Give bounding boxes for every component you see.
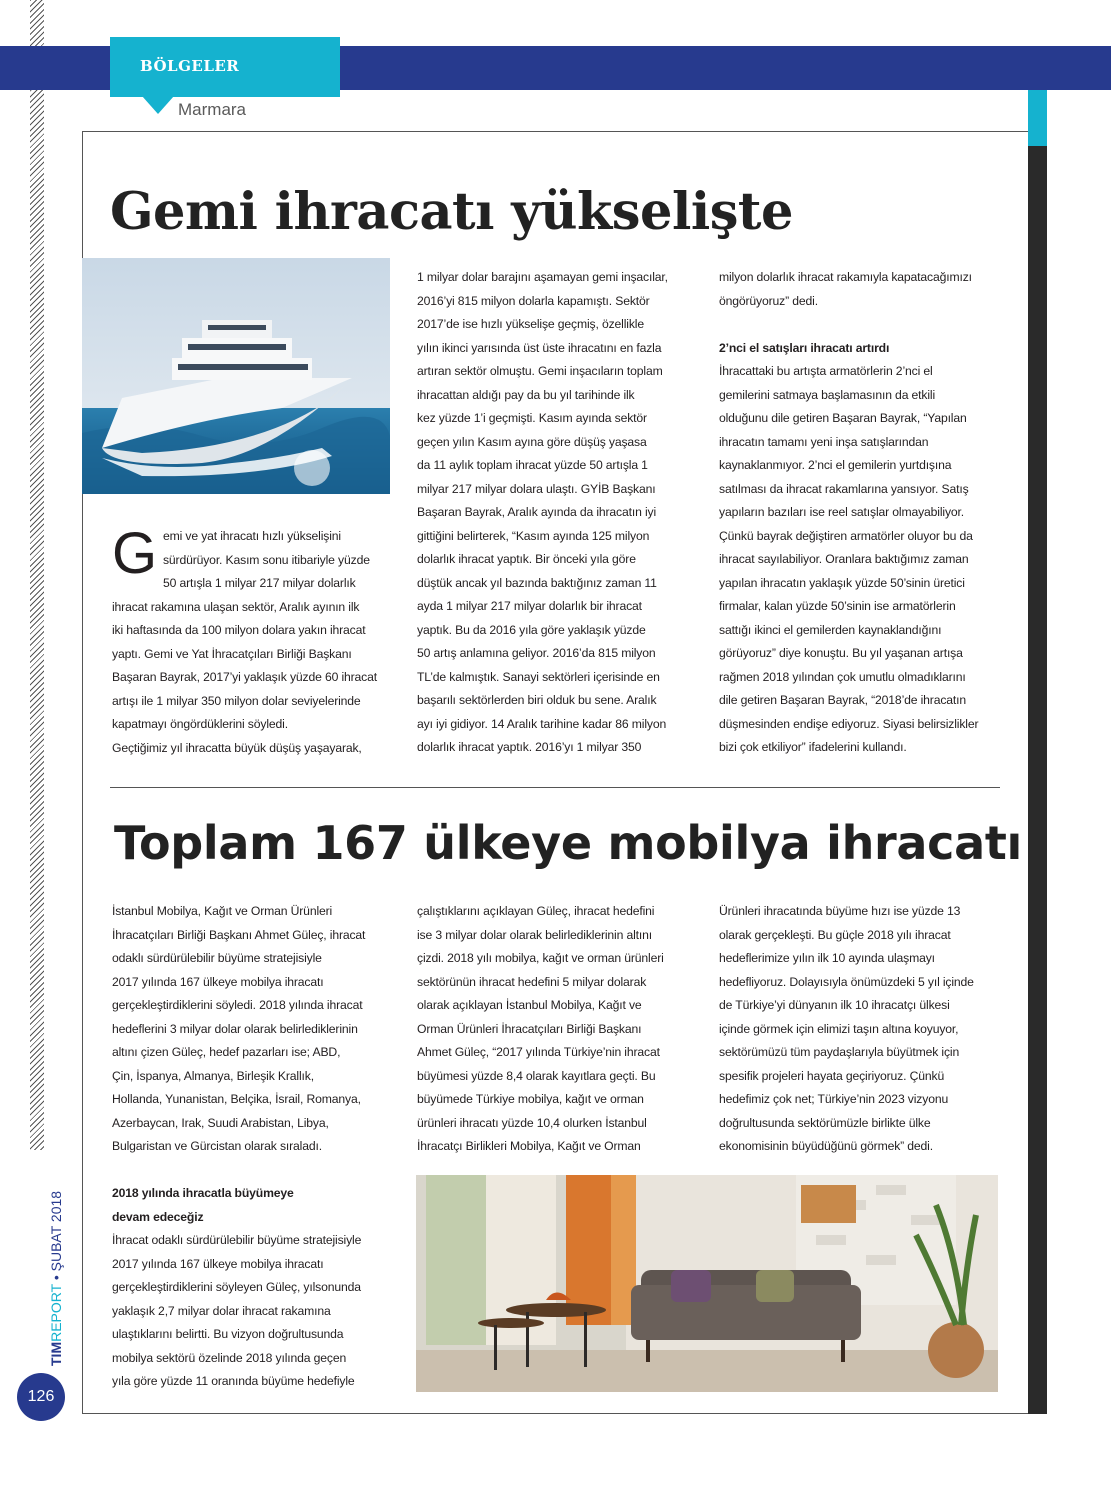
text-line: dolarlık ihracat yaptık. 2016’yı 1 milyar 350 (417, 740, 642, 754)
text-line: Çin, İspanya, Almanya, Birleşik Krallık, (112, 1068, 314, 1083)
text-line: TL’de kalmıştık. Sanayi sektörleri içerisinde en (417, 669, 660, 684)
text-line: ürünleri ihracatı yüzde 10,4 olurken İstanbul (417, 1115, 647, 1130)
yacht-photo (82, 258, 390, 494)
dropcap: G (112, 521, 157, 586)
text-line: 2017 yılında 167 ülkeye mobilya ihracatı (112, 1256, 324, 1271)
text-line: olarak gerçekleşti. Bu güçle 2018 yılı ihracat (719, 927, 951, 942)
section-tab-arrow (142, 96, 174, 114)
text-line: geçen yılın Kasım ayına göre düşüş yaşasa (417, 434, 647, 449)
text-line: kapatmayı öngördüklerini söyledi. (112, 717, 288, 731)
text-line: olarak açıklayan İstanbul Mobilya, Kağıt ve (417, 998, 642, 1012)
text-line: sürdürüyor. Kasım sonu itibariyle yüzde (162, 552, 370, 567)
sofa-photo (416, 1175, 998, 1392)
text-line: İhracat odaklı sürdürülebilir büyüme stratejisiyle (112, 1233, 362, 1247)
article2-column-2 (417, 900, 702, 1159)
text-line: yıla göre yüzde 11 oranında büyüme hedefiyle (112, 1374, 355, 1388)
text-line: öngörüyoruz” dedi. (719, 293, 818, 308)
text-line: çizdi. 2018 yılı mobilya, kağıt ve orman ürünleri (417, 951, 664, 965)
side-accent-dark (1028, 146, 1047, 1414)
text-line: gerçekleştirdiklerini söyleyen Güleç, yılsonunda (112, 1280, 361, 1294)
text-line: ayı iyi gidiyor. 14 Aralık tarihine kadar 86 milyon (417, 716, 667, 731)
hatched-margin (30, 0, 44, 1150)
text-line: artıran sektör olmuştu. Gemi inşacıların toplam (417, 364, 663, 378)
subheading: 2018 yılında ihracatla büyümeye (112, 1186, 294, 1200)
text-line: olduğunu dile getiren Başaran Bayrak, “Yapılan (719, 411, 967, 425)
section-tab (110, 37, 340, 97)
text-line: görüyoruz” diye konuştu. Bu yıl yaşanan artışa (719, 646, 963, 660)
text-line: yılın ikinci yarısında üst üste ihracatını en fazla (417, 340, 662, 355)
text-line: içinde görmek için elimizi taşın altına koyuyor, (719, 1021, 959, 1036)
text-line: da 11 aylık toplam ihracat yüzde 50 artışla 1 (417, 458, 648, 472)
text-line: ayda 1 milyar 217 milyar dolarlık bir ihracat (417, 599, 642, 613)
text-line: kez yüzde 1’i geçmişti. Kasım ayında sektör (417, 411, 647, 425)
text-line: spesifik projeleri hayata geçiriyoruz. Çünkü (719, 1068, 945, 1083)
text-line: İstanbul Mobilya, Kağıt ve Orman Ürünleri (112, 904, 333, 918)
article1-column-2 (417, 266, 697, 760)
frame-bottom-rule (82, 1413, 1028, 1414)
text-line: doğrultusunda sektörümüzle birlikte ülke (719, 1115, 931, 1130)
section-label: BÖLGELER (140, 57, 240, 75)
text-line: 2016’yi 815 milyon dolarla kapamıştı. Sektör (417, 293, 650, 308)
text-line: ulaştıklarını belirtti. Bu vizyon doğrultusunda (112, 1327, 344, 1341)
brand-tim: TIM (48, 1341, 64, 1366)
text-line: İhracattaki bu artışta armatörlerin 2’nci el (719, 364, 933, 378)
text-line: ise 3 milyar dolar olarak belirlediklerinin altını (417, 927, 653, 942)
text-line: altını çizen Güleç, hedef pazarları ise; ABD, (112, 1045, 341, 1059)
text-line: büyümede Türkiye mobilya, kağıt ve orman (417, 1092, 644, 1106)
text-line: düşmesinden endişe ediyoruz. Siyasi belirsizlikler (719, 716, 979, 731)
text-line: büyümesi yüzde 8,4 olarak kayıtlara geçti. Bu (417, 1068, 656, 1083)
article2-title: Toplam 167 ülkeye mobilya ihracatı (114, 816, 1023, 870)
side-accent-cyan (1028, 90, 1047, 146)
subheading: devam edeceğiz (112, 1209, 204, 1224)
text-line: 1 milyar dolar barajını aşamayan gemi inşacılar, (417, 270, 668, 284)
article1-column-3 (719, 266, 1004, 760)
header-rule (82, 131, 1028, 132)
text-line: Çünkü bayrak değiştiren armatörler oluyor bu da (719, 528, 973, 543)
text-line: Başaran Bayrak, Aralık ayında da ihracatın iyi (417, 505, 657, 519)
text-line: ihracat sayılabiliyor. Oranlara baktığımız zaman (719, 552, 969, 566)
text-line: İhracatçı Birlikleri Mobilya, Kağıt ve Orman (417, 1139, 641, 1153)
text-line: dile getiren Başaran Bayrak, “2018’de ihracatın (719, 693, 967, 707)
text-line: de Türkiye’yi dünyanın ilk 10 ihracatçı ülkesi (719, 998, 950, 1012)
text-line: Bulgaristan ve Gürcistan olarak sıraladı. (112, 1139, 322, 1153)
article1-title: Gemi ihracatı yükselişte (110, 182, 793, 242)
brand-report: REPORT (48, 1284, 64, 1342)
article2-column-1 (112, 900, 397, 1394)
text-line: iki haftasında da 100 milyon dolara yakın ihracat (112, 623, 366, 637)
text-line: Orman Ürünleri İhracatçıları Birliği Başkanı (417, 1021, 642, 1036)
text-line: Başaran Bayrak, 2017’yi yaklaşık yüzde 60 ihracat (112, 670, 377, 684)
text-line: yaklaşık 2,7 milyar dolar ihracat rakamına (112, 1303, 331, 1318)
text-line: Ürünleri ihracatında büyüme hızı ise yüzde 13 (719, 904, 961, 918)
text-line: 50 artışla 1 milyar 217 milyar dolarlık (162, 576, 356, 590)
article-divider (110, 787, 1000, 788)
text-line: Azerbaycan, Irak, Suudi Arabistan, Libya, (112, 1115, 329, 1130)
text-line: ihracatın tamamı yeni inşa satışlarından (719, 434, 929, 449)
text-line: gemilerini satmaya başlamasının da etkili (719, 387, 936, 402)
text-line: 50 artış anlamına geliyor. 2016’da 815 milyon (417, 646, 656, 660)
text-line: gittiğini belirterek, “Kasım ayında 125 milyon (417, 528, 650, 543)
text-line: hedeflerini 3 milyar dolar olarak belirlediklerinin (112, 1021, 358, 1036)
issue-label (48, 1191, 64, 1366)
text-line: rağmen 2018 yılından çok umutlu olmadıklarını (719, 669, 966, 684)
text-line: emi ve yat ihracatı hızlı yükselişini (162, 529, 341, 543)
issue-date: • ŞUBAT 2018 (48, 1190, 64, 1285)
text-line: odaklı sürdürülebilir büyüme stratejisiyle (112, 951, 322, 965)
text-line: ekonomisinin büyüdüğünü görmek” dedi. (719, 1139, 933, 1153)
text-line: 2017’de ise hızlı yükselişe geçmiş, özellikle (417, 317, 644, 331)
text-line: İhracatçıları Birliği Başkanı Ahmet Güleç, ihracat (112, 927, 366, 942)
text-line: mobilya sektörü özelinde 2018 yılında geçen (112, 1350, 347, 1365)
text-line: gerçekleştirdiklerini söyledi. 2018 yılında ihracat (112, 998, 363, 1012)
text-line: çalıştıklarını açıklayan Güleç, ihracat hedefini (417, 904, 655, 918)
text-line: bizi çok etkiliyor” ifadelerini kullandı. (719, 740, 907, 754)
text-line: artışı ile 1 milyar 350 milyon dolar seviyelerinde (112, 693, 361, 708)
text-line: hedeflerimize yılın ilk 10 ayında ulaşmayı (719, 951, 935, 965)
text-line: Hollanda, Yunanistan, Belçika, İsrail, Romanya, (112, 1092, 361, 1106)
subheading: 2’nci el satışları ihracatı artırdı (719, 340, 890, 355)
page-number: 126 (17, 1373, 65, 1421)
text-line: başarılı sektörlerden biri olduk bu sene. Aralık (417, 693, 657, 707)
text-line: sattığı ikinci el gemilerden kaynaklandığını (719, 622, 942, 637)
text-line: 2017 yılında 167 ülkeye mobilya ihracatı (112, 974, 324, 989)
text-line: sektörünün ihracat hedefini 5 milyar dolarak (417, 974, 647, 989)
text-line: ihracat rakamına ulaşan sektör, Aralık ayının ilk (112, 599, 360, 614)
text-line: yaptı. Gemi ve Yat İhracatçıları Birliği Başkanı (112, 646, 352, 661)
text-line: düştük ancak yıl bazında baktığınız zaman 11 (417, 575, 657, 590)
text-line: milyar 217 milyar dolara ulaştı. GYİB Başkanı (417, 481, 656, 496)
text-line: ihracattan aldığı pay da bu yıl tarihinde ilk (417, 387, 635, 402)
text-line: yapıların bazıları ise reel satışlar olmayabiliyor. (719, 505, 965, 519)
text-line: Geçtiğimiz yıl ihracatta büyük düşüş yaşayarak, (112, 740, 362, 755)
text-line: satılması da ihracat rakamlarına yansıyor. Satış (719, 481, 969, 496)
text-line: yapılan ihracatın yaklaşık yüzde 50’sinin üretici (719, 575, 965, 590)
text-line: hedefimiz çok net; Türkiye’nin 2023 vizyonu (719, 1092, 949, 1106)
text-line: milyon dolarlık ihracat rakamıyla kapatacağımızı (719, 270, 972, 284)
text-line: yaptık. Bu da 2016 yıla göre yaklaşık yüzde (417, 622, 646, 637)
article1-column-1 (112, 521, 392, 760)
text-line: firmalar, kalan yüzde 50’sinin ise armatörlerin (719, 599, 956, 613)
text-line: Ahmet Güleç, “2017 yılında Türkiye’nin ihracat (417, 1045, 660, 1059)
subsection-label: Marmara (178, 100, 247, 119)
article2-column-3 (719, 900, 1004, 1159)
text-line: hedefliyoruz. Dolayısıyla önümüzdeki 5 yıl içinde (719, 974, 974, 989)
text-line: kaynaklanmıyor. 2’nci el gemilerin yurtdışına (719, 458, 952, 472)
text-line: dolarlık ihracat yaptık. Bir önceki yıla göre (417, 552, 636, 566)
text-line: sektörümüzü tüm paydaşlarıyla büyütmek için (719, 1045, 960, 1059)
